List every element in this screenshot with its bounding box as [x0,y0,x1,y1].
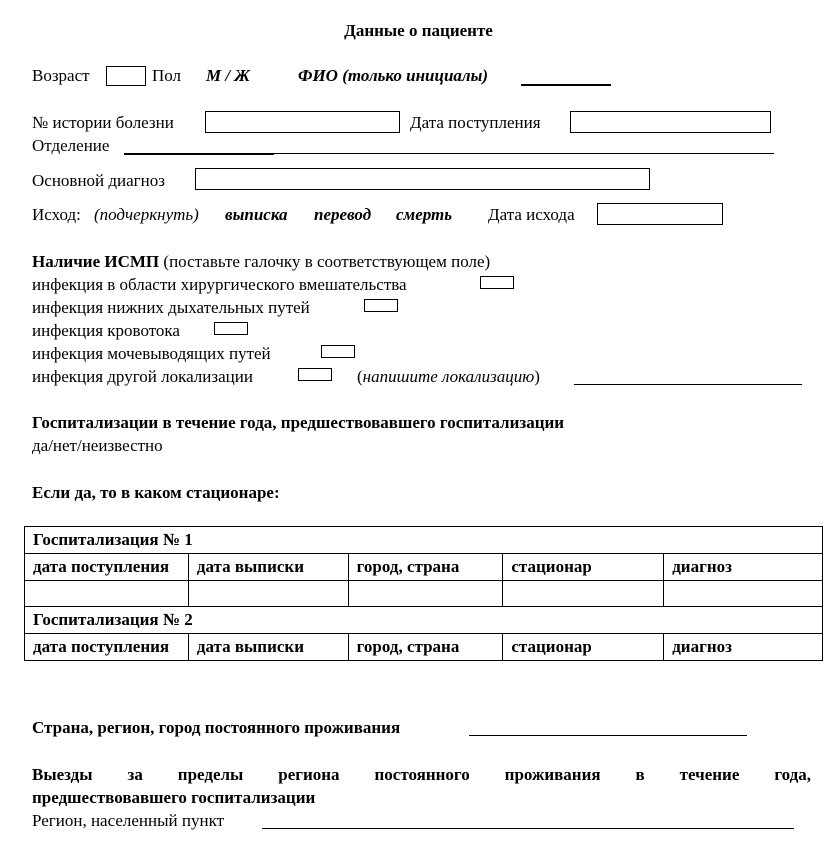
ismp-checkbox-urinary[interactable] [321,345,355,358]
age-label: Возраст [32,66,90,85]
fio-label: ФИО (только инициалы) [298,66,489,85]
travel-word: года, [774,765,811,784]
ismp-item-label: инфекция нижних дыхательных путей [32,298,310,317]
column-header: стационар [503,554,664,581]
hosp1-title: Госпитализация № 1 [25,527,823,554]
ismp-checkbox-bloodstream[interactable] [214,322,248,335]
region-label: Регион, населенный пункт [32,811,225,830]
ismp-other-hint-row [357,368,540,385]
travel-word: Выезды [32,765,93,784]
table-row [25,581,823,607]
sex-label: Пол [152,66,182,85]
ismp-heading-row [32,253,490,270]
hosp1-discharge-date-cell[interactable] [188,581,348,607]
column-header: город, страна [348,554,503,581]
column-header: диагноз [664,634,823,661]
paren-open: ( [357,367,363,386]
hosp1-diagnosis-cell[interactable] [664,581,823,607]
admission-date-field[interactable] [570,111,771,133]
outcome-hint: (подчеркнуть) [94,205,199,224]
residence-field[interactable] [469,735,747,736]
hosp1-admission-date-cell[interactable] [25,581,189,607]
ismp-other-location-field[interactable] [574,384,802,385]
travel-word: постоянного [374,765,470,784]
ismp-checkbox-respiratory[interactable] [364,299,398,312]
main-diagnosis-label: Основной диагноз [32,171,165,190]
column-header: диагноз [664,554,823,581]
outcome-transfer[interactable]: перевод [314,205,372,224]
ismp-checkbox-other[interactable] [298,368,332,381]
outcome-death[interactable]: смерть [396,205,453,224]
ismp-item-label: инфекция кровотока [32,321,180,340]
paren-close: ) [534,367,540,386]
travel-heading [32,766,811,783]
history-number-field[interactable] [205,111,400,133]
ismp-heading: Наличие ИСМП [32,252,160,271]
column-header: дата поступления [25,634,189,661]
ismp-other-hint: напишите локализацию [362,367,535,386]
hosp1-city-country-cell[interactable] [348,581,503,607]
page-title: Данные о пациенте [344,21,493,40]
travel-word: течение [679,765,740,784]
hosp1-hospital-cell[interactable] [503,581,664,607]
ismp-item-label: инфекция другой локализации [32,367,253,386]
travel-word: за [127,765,143,784]
ismp-checkbox-surgical[interactable] [480,276,514,289]
ismp-heading-hint: (поставьте галочку в соответствующем поле) [163,252,491,271]
region-field[interactable] [262,828,794,829]
which-hospital-heading: Если да, то в каком стационаре: [32,483,280,502]
ismp-item-label: инфекция мочевыводящих путей [32,344,271,363]
travel-word: проживания [504,765,601,784]
travel-word: в [635,765,645,784]
table-row [25,527,823,554]
residence-label: Страна, регион, город постоянного проживания [32,718,401,737]
outcome-label: Исход: [32,205,81,224]
column-header: дата поступления [25,554,189,581]
admission-date-label: Дата поступления [410,113,541,132]
column-header: дата выписки [188,634,348,661]
age-field[interactable] [106,66,146,86]
prior-hosp-answer[interactable]: да/нет/неизвестно [32,436,163,455]
fio-field[interactable] [521,84,611,86]
prior-hosp-heading: Госпитализации в течение года, предшествовавшего госпитализации [32,413,565,432]
ismp-item-label: инфекция в области хирургического вмешательства [32,275,407,294]
hospitalization-table [24,526,823,661]
department-field-emphasis [124,153,274,155]
travel-word: пределы [177,765,244,784]
travel-heading-line2: предшествовавшего госпитализации [32,788,316,807]
travel-word: региона [278,765,340,784]
column-header: город, страна [348,634,503,661]
table-row [25,634,823,661]
table-row [25,607,823,634]
main-diagnosis-field[interactable] [195,168,650,190]
column-header: стационар [503,634,664,661]
history-number-label: № истории болезни [32,113,174,132]
outcome-date-field[interactable] [597,203,723,225]
table-row [25,554,823,581]
outcome-discharge[interactable]: выписка [225,205,288,224]
hosp2-title: Госпитализация № 2 [25,607,823,634]
sex-options[interactable]: М / Ж [206,66,250,85]
column-header: дата выписки [188,554,348,581]
outcome-date-label: Дата исхода [488,205,575,224]
department-label: Отделение [32,136,110,155]
